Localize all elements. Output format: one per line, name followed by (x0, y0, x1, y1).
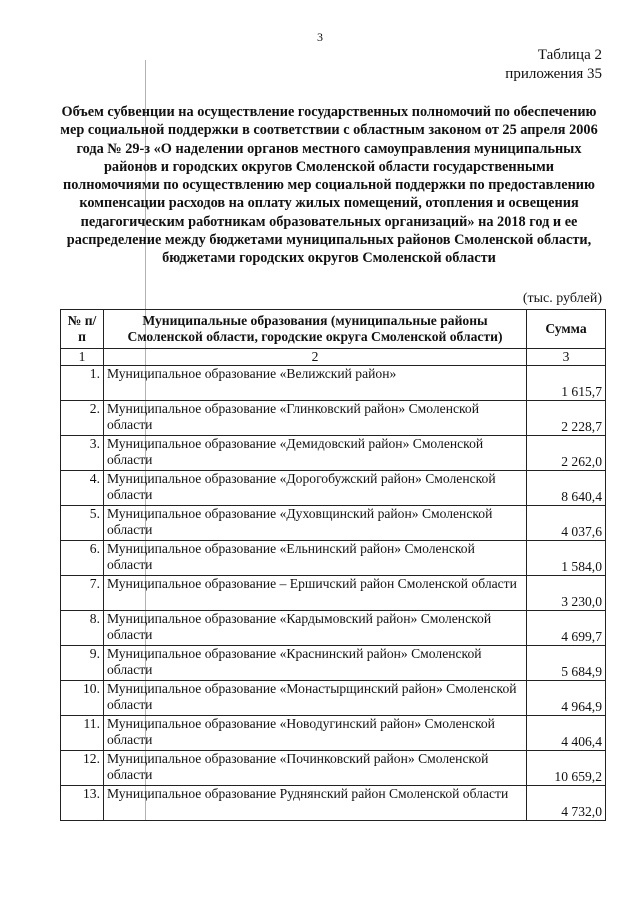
table-row (61, 401, 606, 436)
table-body (61, 349, 606, 821)
row-amount: 1 584,0 (527, 541, 606, 576)
row-municipality: Муниципальное образование «Ельнинский район» Смоленской области (104, 541, 527, 576)
row-amount: 8 640,4 (527, 471, 606, 506)
row-number: 7. (61, 576, 104, 611)
table-row (61, 786, 606, 821)
row-amount: 4 406,4 (527, 716, 606, 751)
row-number: 10. (61, 681, 104, 716)
row-number: 4. (61, 471, 104, 506)
row-municipality: Муниципальное образование «Велижский район» (104, 366, 527, 401)
table-header-row (61, 310, 606, 349)
row-amount: 4 964,9 (527, 681, 606, 716)
table-row (61, 366, 606, 401)
row-municipality: Муниципальное образование «Новодугинский район» Смоленской области (104, 716, 527, 751)
table-row (61, 436, 606, 471)
row-municipality: Муниципальное образование Руднянский район Смоленской области (104, 786, 527, 821)
row-municipality: Муниципальное образование «Починковский район» Смоленской области (104, 751, 527, 786)
subsidy-table (60, 309, 606, 821)
row-municipality: Муниципальное образование «Кардымовский район» Смоленской области (104, 611, 527, 646)
table-row (61, 576, 606, 611)
row-amount: 4 037,6 (527, 506, 606, 541)
row-number: 2. (61, 401, 104, 436)
row-amount: 2 262,0 (527, 436, 606, 471)
row-amount: 10 659,2 (527, 751, 606, 786)
row-municipality: Муниципальное образование «Краснинский район» Смоленской области (104, 646, 527, 681)
row-amount: 4 699,7 (527, 611, 606, 646)
table-caption-line2: приложения 35 (505, 66, 602, 82)
row-number: 5. (61, 506, 104, 541)
units-label: (тыс. рублей) (522, 291, 602, 306)
table-row (61, 541, 606, 576)
header-num: № п/п (61, 310, 104, 349)
table-row (61, 646, 606, 681)
table-row (61, 506, 606, 541)
document-title: Объем субвенции на осуществление государственных полномочий по обеспечению мер социальной поддержки в соответствии с областным законом от 25 апреля 2006 года № 29-з «О наделении органов местного самоуправления муниципальных районов и городских округов Смоленской области государственными полномочиями по осуществлению мер социальной поддержки по предоставлению компенсации расходов на оплату жилых помещений, отопления и освещения педагогическим работникам образовательных организаций» на 2018 год и ее распределение между бюджетами муниципальных районов Смоленской области, бюджетами городских округов Смоленской области (60, 104, 598, 267)
row-amount: 3 230,0 (527, 576, 606, 611)
row-municipality: Муниципальное образование «Духовщинский район» Смоленской области (104, 506, 527, 541)
row-number: 8. (61, 611, 104, 646)
table-row (61, 751, 606, 786)
row-amount: 5 684,9 (527, 646, 606, 681)
header-sum: Сумма (527, 310, 606, 349)
row-number: 12. (61, 751, 104, 786)
table-caption (505, 46, 602, 84)
row-municipality: Муниципальное образование «Дорогобужский район» Смоленской области (104, 471, 527, 506)
column-index-2: 2 (104, 349, 527, 366)
column-index-1: 1 (61, 349, 104, 366)
header-name: Муниципальные образования (муниципальные районы Смоленской области, городские округа Смоленской области) (104, 310, 527, 349)
row-number: 1. (61, 366, 104, 401)
row-amount: 1 615,7 (527, 366, 606, 401)
row-amount: 4 732,0 (527, 786, 606, 821)
column-index-row (61, 349, 606, 366)
table-caption-line1: Таблица 2 (537, 47, 602, 63)
row-number: 13. (61, 786, 104, 821)
column-index-3: 3 (527, 349, 606, 366)
row-municipality: Муниципальное образование «Демидовский район» Смоленской области (104, 436, 527, 471)
row-municipality: Муниципальное образование «Монастырщинский район» Смоленской области (104, 681, 527, 716)
table-row (61, 471, 606, 506)
row-number: 9. (61, 646, 104, 681)
row-municipality: Муниципальное образование – Ершичский район Смоленской области (104, 576, 527, 611)
row-amount: 2 228,7 (527, 401, 606, 436)
page-number: 3 (317, 30, 323, 44)
table-row (61, 611, 606, 646)
row-municipality: Муниципальное образование «Глинковский район» Смоленской области (104, 401, 527, 436)
table-row (61, 716, 606, 751)
row-number: 6. (61, 541, 104, 576)
row-number: 11. (61, 716, 104, 751)
row-number: 3. (61, 436, 104, 471)
table-row (61, 681, 606, 716)
